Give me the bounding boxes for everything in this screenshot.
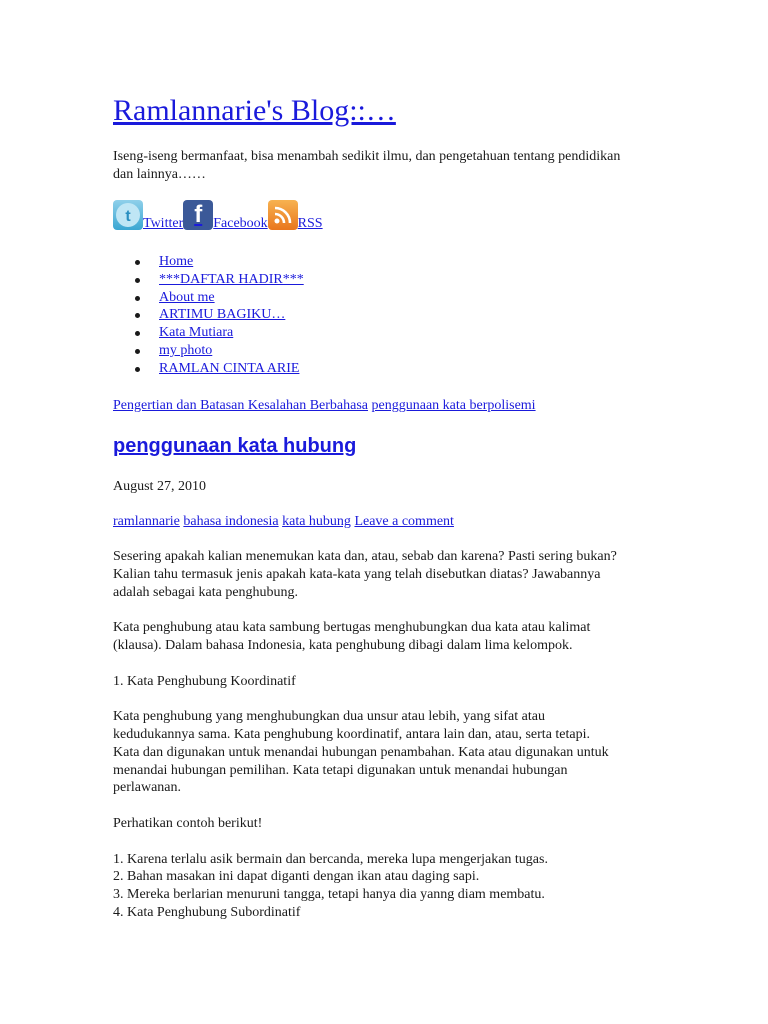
leave-comment-link[interactable]: Leave a comment	[354, 514, 454, 529]
facebook-link[interactable]	[183, 200, 267, 230]
twitter-icon	[113, 200, 143, 230]
paragraph	[113, 548, 673, 601]
nav-link-my-photo[interactable]: my photo	[159, 342, 213, 358]
nav-item-about	[159, 289, 304, 307]
twitter-link[interactable]	[113, 200, 183, 230]
post-meta	[113, 513, 454, 531]
facebook-label: Facebook	[213, 216, 268, 231]
rss-link[interactable]	[268, 200, 323, 230]
text-line: Kalian tahu termasuk jenis apakah kata-kata yang telah disebutkan diatas? Jawabannya	[113, 566, 601, 582]
nav-link-about[interactable]: About me	[159, 289, 215, 305]
author-link[interactable]: ramlannarie	[113, 514, 180, 529]
twitter-label: Twitter	[143, 216, 184, 231]
list-item: 1. Karena terlalu asik bermain dan bercanda, mereka lupa mengerjakan tugas.	[113, 851, 548, 867]
list-item: 2. Bahan masakan ini dapat diganti dengan ikan atau daging sapi.	[113, 869, 480, 885]
nav-link-kata-mutiara[interactable]: Kata Mutiara	[159, 325, 234, 341]
text-line: (klausa). Dalam bahasa Indonesia, kata penghubung dibagi dalam lima kelompok.	[113, 637, 573, 653]
nav-item-home	[159, 253, 304, 271]
category-link-kata-hubung[interactable]: kata hubung	[282, 514, 351, 529]
text-line: kedudukannya sama. Kata penghubung koordinatif, antara lain dan, atau, serta tetapi.	[113, 726, 590, 742]
nav-link-ramlan-cinta-arie[interactable]: RAMLAN CINTA ARIE	[159, 360, 300, 376]
nav-item-ramlan-cinta-arie	[159, 360, 304, 378]
text-line: Kata dan digunakan untuk menandai hubungan penambahan. Kata atau digunakan untuk	[113, 744, 609, 760]
text-line: Perhatikan contoh berikut!	[113, 815, 263, 831]
text-line: adalah sebagai kata penghubung.	[113, 584, 299, 600]
nav-link-artimu-bagiku[interactable]: ARTIMU BAGIKU…	[159, 307, 286, 323]
post-title	[113, 432, 356, 460]
post-content	[113, 548, 673, 940]
nav-item-my-photo	[159, 342, 304, 360]
category-link-bahasa-indonesia[interactable]: bahasa indonesia	[183, 514, 279, 529]
main-nav	[113, 253, 304, 378]
nav-link-home[interactable]: Home	[159, 254, 194, 269]
rss-label: RSS	[297, 216, 323, 231]
text-line: 1. Kata Penghubung Koordinatif	[113, 673, 296, 689]
paragraph	[113, 708, 673, 797]
text-line: Kata penghubung atau kata sambung bertugas menghubungkan dua kata atau kalimat	[113, 620, 591, 636]
social-links	[113, 200, 323, 230]
rss-icon	[268, 200, 298, 230]
nav-item-daftar-hadir	[159, 271, 304, 289]
list-item: 3. Mereka berlarian menuruni tangga, tetapi hanya dia yanng diam membatu.	[113, 887, 545, 903]
site-title-link[interactable]: Ramlannarie's Blog::…	[113, 94, 396, 127]
previous-post-link[interactable]: Pengertian dan Batasan Kesalahan Berbahasa	[113, 398, 369, 413]
site-title	[113, 93, 396, 129]
section-heading	[113, 673, 673, 691]
post-navigation	[113, 397, 536, 415]
nav-link-daftar-hadir[interactable]: ***DAFTAR HADIR***	[159, 271, 304, 287]
nav-item-kata-mutiara	[159, 324, 304, 342]
next-post-link[interactable]: penggunaan kata berpolisemi	[371, 398, 536, 413]
facebook-icon: f	[183, 200, 213, 230]
text-line: perlawanan.	[113, 780, 182, 796]
post-date: August 27, 2010	[113, 479, 206, 494]
paragraph	[113, 815, 673, 833]
text-line: Sesering apakah kalian menemukan kata dan, atau, sebab dan karena? Pasti sering bukan?	[113, 549, 617, 564]
text-line: Kata penghubung yang menghubungkan dua unsur atau lebih, yang sifat atau	[113, 709, 545, 725]
text-line: menandai hubungan pemilihan. Kata tetapi digunakan untuk menandai hubungan	[113, 762, 568, 778]
site-tagline: Iseng-iseng bermanfaat, bisa menambah sedikit ilmu, dan pengetahuan tentang pendidikan dan lainnya……	[113, 149, 621, 182]
post-title-link[interactable]: penggunaan kata hubung	[113, 435, 357, 457]
example-list	[113, 851, 673, 922]
svg-text:t: t	[125, 208, 131, 225]
paragraph	[113, 619, 673, 655]
nav-item-artimu-bagiku	[159, 306, 304, 324]
list-item: 4. Kata Penghubung Subordinatif	[113, 904, 301, 920]
